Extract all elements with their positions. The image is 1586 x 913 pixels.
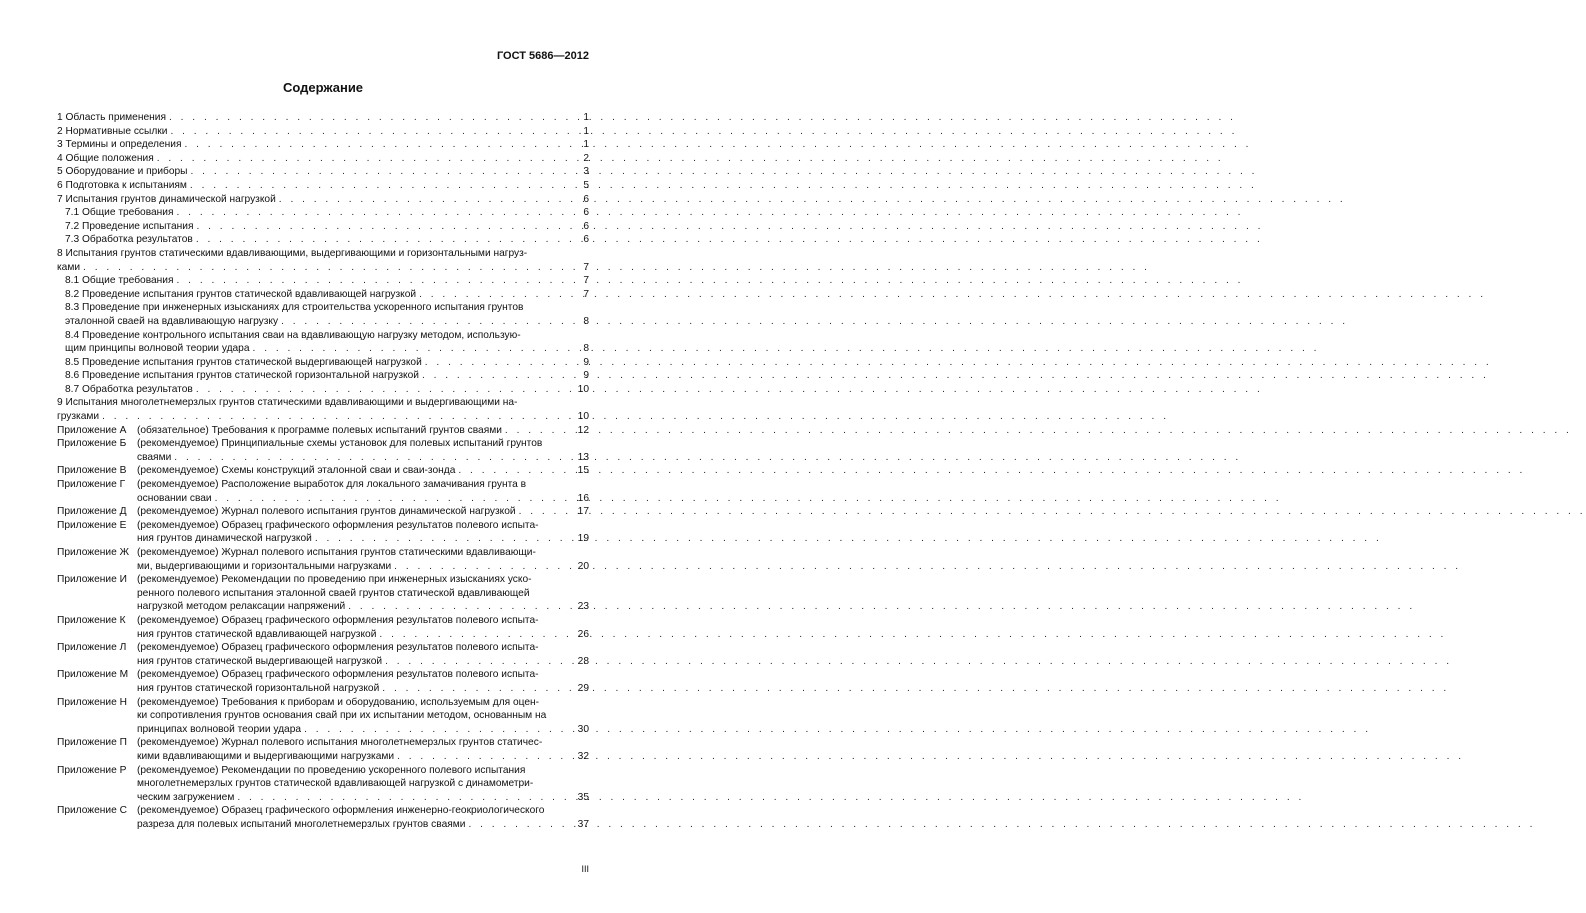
toc-entry[interactable] [57,152,589,166]
toc-entry-text: (рекомендуемое) Образец графического оформления результатов полевого испыта- [137,519,539,531]
dot-leader [281,315,1348,329]
toc-entry-text: сваями [137,451,172,463]
toc-appendix-entry[interactable] [57,478,589,505]
dot-leader [253,342,1320,356]
appendix-label: Приложение Д [57,506,127,518]
toc-entry-text: (рекомендуемое) Образец графического оформления инженерно-геокриологического [137,805,545,817]
toc-appendix-entry[interactable] [57,505,589,519]
dot-leader [468,818,1535,832]
toc-appendix-entry[interactable] [57,573,589,614]
toc-entry[interactable] [57,220,589,234]
toc-page-number: 13 [577,451,589,463]
toc-entry-text: 7.2 Проведение испытания [65,220,194,232]
toc-entry-text: ческим загружением [137,791,235,803]
dot-leader [458,464,1525,478]
toc-page-number: 6 [583,220,589,232]
dot-leader [519,505,1586,519]
dot-leader [397,750,1464,764]
toc-entry-text: (рекомендуемое) Журнал полевого испытания грунтов динамической нагрузкой [137,506,516,518]
toc-appendix-entry[interactable] [57,804,589,831]
toc-page-number: 10 [577,383,589,395]
toc-entry[interactable] [57,233,589,247]
page-number: III [581,864,589,874]
toc-entry[interactable] [57,383,589,397]
dot-leader [83,261,1150,275]
toc-entry-text: ния грунтов статической горизонтальной нагрузкой [137,682,380,694]
toc-page-number: 30 [577,723,589,735]
toc-page-number: 7 [583,275,589,287]
toc-page-number: 23 [577,601,589,613]
appendix-label: Приложение П [57,737,127,749]
toc-entry-text: ками [57,261,81,273]
toc-page-number: 3 [583,166,589,178]
dot-leader [184,138,1251,152]
toc-entry-text: эталонной сваей на вдавливающую нагрузку [65,315,279,327]
toc-appendix-entry[interactable] [57,764,589,805]
toc-page-number: 32 [577,750,589,762]
dot-leader [379,628,1446,642]
toc-entry[interactable] [57,138,589,152]
appendix-label: Приложение М [57,669,129,681]
toc-entry-text: (рекомендуемое) Образец графического оформления результатов полевого испыта- [137,642,539,654]
toc-appendix-entry[interactable] [57,668,589,695]
dot-leader [237,791,1304,805]
toc-page-number: 19 [577,533,589,545]
toc-entry-text: (рекомендуемое) Образец графического оформления результатов полевого испыта- [137,669,539,681]
toc-entry-text: 8.5 Проведение испытания грунтов статической выдергивающей нагрузкой [65,356,422,368]
appendix-label: Приложение К [57,614,126,626]
appendix-label: Приложение И [57,574,127,586]
toc-page-number: 17 [577,506,589,518]
toc-entry-text: (рекомендуемое) Схемы конструкций эталонной сваи и сваи-зонда [137,465,456,477]
toc-entry-text: 8 Испытания грунтов статическими вдавливающими, выдергивающими и горизонтальными нагруз- [57,247,528,259]
appendix-label: Приложение Б [57,438,127,450]
toc-entry-text: 8.4 Проведение контрольного испытания сваи на вдавливающую нагрузку методом, использую- [65,329,521,341]
toc-page-number: 6 [583,207,589,219]
toc-page-number: 26 [577,628,589,640]
table-of-contents [57,111,589,831]
dot-leader [279,193,1346,207]
toc-entry-text: 8.6 Проведение испытания грунтов статической горизонтальной нагрузкой [65,370,419,382]
toc-appendix-entry[interactable] [57,736,589,763]
toc-entry-text: грузками [57,411,100,423]
toc-entry-text: многолетнемерзлых грунтов статической вдавливающей нагрузкой с динамометри- [137,778,534,790]
toc-appendix-entry[interactable] [57,641,589,668]
toc-entry[interactable] [57,111,589,125]
toc-page-number: 37 [577,818,589,830]
toc-appendix-entry[interactable] [57,424,589,438]
toc-entry[interactable] [57,125,589,139]
toc-entry-text: 9 Испытания многолетнемерзлых грунтов статическими вдавливающими и выдергивающими на- [57,397,518,409]
appendix-label: Приложение Е [57,519,127,531]
dot-leader [196,383,1263,397]
toc-entry-text: (рекомендуемое) Журнал полевого испытания многолетнемерзлых грунтов статичес- [137,737,543,749]
toc-page-number: 29 [577,682,589,694]
dot-leader [157,152,1224,166]
toc-page-number: 6 [583,234,589,246]
toc-entry[interactable] [57,369,589,383]
toc-entry[interactable] [57,301,589,328]
toc-entry-text: основании сваи [137,492,212,504]
toc-entry-text: кими вдавливающими и выдергивающими нагрузками [137,750,395,762]
toc-appendix-entry[interactable] [57,696,589,737]
toc-entry-text: (рекомендуемое) Журнал полевого испытания грунтов статическими вдавливающи- [137,547,536,558]
toc-entry[interactable] [57,179,589,193]
toc-entry-text: 4 Общие положения [57,152,154,164]
dot-leader [304,723,1371,737]
dot-leader [191,165,1258,179]
appendix-label: Приложение С [57,805,127,817]
toc-page-number: 1 [583,112,589,123]
toc-entry-text: 3 Термины и определения [57,139,182,151]
toc-entry-text: ми, выдергивающими и горизонтальными нагрузками [137,560,392,572]
toc-entry[interactable] [57,288,589,302]
toc-page-number: 2 [583,152,589,164]
toc-page-number: 1 [583,125,589,137]
toc-entry-text: (рекомендуемое) Требования к приборам и оборудованию, используемым для оцен- [137,696,540,708]
toc-entry-text: 8.1 Общие требования [65,275,174,287]
toc-page-number: 28 [577,655,589,667]
toc-entry-text: принципах волновой теории удара [137,723,302,735]
toc-page-number: 35 [577,791,589,803]
appendix-label: Приложение Г [57,479,126,491]
toc-entry-text: 8.7 Обработка результатов [65,383,193,395]
dot-leader [174,451,1241,465]
dot-leader [382,682,1449,696]
toc-page-number: 20 [577,560,589,572]
toc-entry-text: щим принципы волновой теории удара [65,343,250,355]
toc-entry-text: 7.3 Обработка результатов [65,234,193,246]
toc-entry-text: ния грунтов статической выдергивающей нагрузкой [137,655,383,667]
toc-entry-text: 2 Нормативные ссылки [57,125,168,137]
dot-leader [196,220,1263,234]
toc-entry-text: (рекомендуемое) Расположение выработок для локального замачивания грунта в [137,479,527,491]
toc-page-number: 10 [577,411,589,423]
toc-page-number: 8 [583,343,589,355]
toc-appendix-entry[interactable] [57,519,589,546]
toc-entry-text: нагрузкой методом релаксации напряжений [137,601,346,613]
toc-entry-text: (рекомендуемое) Рекомендации по проведению ускоренного полевого испытания [137,764,526,776]
dot-leader [394,560,1461,574]
toc-page-number: 16 [577,492,589,504]
toc-entry-text: (обязательное) Требования к программе полевых испытаний грунтов сваями [137,424,502,436]
toc-entry[interactable] [57,356,589,370]
toc-page-number: 8 [583,315,589,327]
dot-leader [190,179,1257,193]
dot-leader [177,274,1244,288]
appendix-label: Приложение Ж [57,547,129,558]
dot-leader [169,111,1236,125]
appendix-label: Приложение В [57,465,127,477]
dot-leader [102,410,1169,424]
toc-entry-text: (рекомендуемое) Рекомендации по проведению при инженерных изысканиях уско- [137,574,532,586]
toc-entry-text: 7.1 Общие требования [65,207,174,219]
dot-leader [170,125,1237,139]
appendix-label: Приложение А [57,424,127,436]
toc-entry-text: 1 Область применения [57,112,166,123]
toc-entry-text: ния грунтов динамической нагрузкой [137,533,312,545]
toc-appendix-entry[interactable] [57,546,589,573]
toc-entry-text: (рекомендуемое) Образец графического оформления результатов полевого испыта- [137,614,539,626]
toc-entry[interactable] [57,165,589,179]
dot-leader [215,492,1282,506]
dot-leader [385,655,1452,669]
dot-leader [177,206,1244,220]
toc-entry-text: (рекомендуемое) Принципиальные схемы установок для полевых испытаний грунтов [137,438,543,450]
toc-entry[interactable] [57,247,589,274]
dot-leader [196,233,1263,247]
toc-entry-text: 8.2 Проведение испытания грунтов статической вдавливающей нагрузкой [65,288,417,300]
appendix-label: Приложение Л [57,642,127,654]
toc-page-number: 5 [583,179,589,191]
toc-entry-text: ренного полевого испытания эталонной сваей грунтов статической вдавливающей [137,587,530,599]
toc-page-number: 1 [583,139,589,151]
toc-page-number: 12 [577,424,589,436]
toc-page-number: 6 [583,193,589,205]
toc-entry-text: ния грунтов статической вдавливающей нагрузкой [137,628,377,640]
toc-entry[interactable] [57,396,589,423]
toc-page-number: 7 [583,288,589,300]
dot-leader [505,424,1572,438]
toc-entry-text: 8.3 Проведение при инженерных изысканиях для строительства ускоренного испытания грунтов [65,302,524,314]
toc-appendix-entry[interactable] [57,464,589,478]
toc-appendix-entry[interactable] [57,437,589,464]
toc-entry-text: 5 Оборудование и приборы [57,166,188,178]
toc-entry[interactable] [57,193,589,207]
toc-appendix-entry[interactable] [57,614,589,641]
toc-entry-text: разреза для полевых испытаний многолетнемерзлых грунтов сваями [137,818,466,830]
toc-entry-text: 7 Испытания грунтов динамической нагрузкой [57,193,276,205]
standard-designation: ГОСТ 5686—2012 [496,50,589,62]
toc-entry[interactable] [57,274,589,288]
appendix-label: Приложение Р [57,764,127,776]
page-title: Содержание [282,80,364,95]
toc-page-number: 15 [577,465,589,477]
toc-entry[interactable] [57,206,589,220]
appendix-label: Приложение Н [57,696,127,708]
dot-leader [315,532,1382,546]
toc-entry-text: 6 Подготовка к испытаниям [57,179,187,191]
dot-leader [348,600,1415,614]
toc-entry[interactable] [57,329,589,356]
toc-page-number: 9 [583,370,589,382]
toc-entry-text: ки сопротивления грунтов основания свай при их испытании методом, основанным на [137,710,547,722]
toc-page-number: 9 [583,356,589,368]
toc-page-number: 7 [583,261,589,273]
